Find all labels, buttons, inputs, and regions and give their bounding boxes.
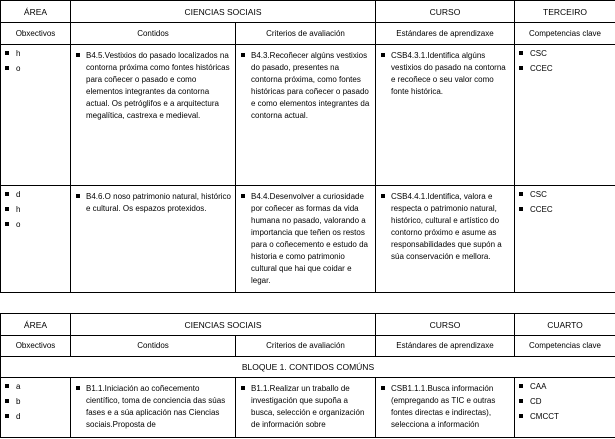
course-label: CURSO	[376, 314, 515, 336]
standards-text: CSB4.4.1.Identifica, valora e respecta o patrimonio natural, histórico, cultural e artístico do contorno próximo e asume as responsabilidades que supón a súa conservación e mellora.	[376, 186, 514, 263]
objective-item: o	[5, 63, 70, 75]
competence-item: CSC	[519, 189, 615, 201]
subject-title: CIENCIAS SOCIAIS	[71, 314, 376, 336]
objective-item: a	[5, 381, 70, 393]
standards-text: CSB4.3.1.Identifica algúns vestixios do pasado na contorna e recoñece o seu valor como fonte histórica.	[376, 45, 514, 98]
competence-item: CMCCT	[519, 411, 615, 423]
competences-cell	[515, 186, 615, 293]
competences-cell	[515, 378, 615, 438]
competence-item: CCEC	[519, 204, 615, 216]
criteria-cell	[236, 378, 376, 438]
criteria-cell	[236, 45, 376, 186]
content-text: B1.1.Iniciación ao coñecemento científico, toma de conciencia das súas fases e a súa aplicación nas Ciencias sociais.Proposta de	[71, 378, 235, 431]
objective-item: o	[5, 219, 70, 231]
criteria-text: B1.1.Realizar un traballo de investigación que supoña a busca, selección e organización de información sobre	[236, 378, 375, 431]
competence-item: CD	[519, 396, 615, 408]
objective-item: d	[5, 411, 70, 423]
column-header-contents: Contidos	[71, 336, 236, 357]
objectives-cell	[1, 45, 71, 186]
content-text: B4.5.Vestixios do pasado localizados na contorna próxima como fontes históricas para coñecer o pasado e como elementos integrantes da contorna actual. Os petróglifos e a arquitectura megalítica, castrexa e medieval.	[71, 45, 235, 122]
column-header-criteria: Criterios de avaliación	[236, 23, 376, 45]
curriculum-table-cuarto	[0, 313, 615, 438]
content-cell	[71, 378, 236, 438]
content-cell	[71, 186, 236, 293]
competences-cell	[515, 45, 615, 186]
objective-item: h	[5, 48, 70, 60]
standards-text: CSB1.1.1.Busca información (empregando as TIC e outras fontes directas e indirectas), selecciona a información	[376, 378, 514, 431]
objective-item: d	[5, 189, 70, 201]
objective-item: b	[5, 396, 70, 408]
column-header-criteria: Criterios de avaliación	[236, 336, 376, 357]
objectives-cell	[1, 186, 71, 293]
competence-item: CAA	[519, 381, 615, 393]
competence-item: CSC	[519, 48, 615, 60]
objective-item: h	[5, 204, 70, 216]
criteria-text: B4.3.Recoñecer algúns vestixios do pasado, presentes na contorna próxima, como fontes históricas para coñecer o pasado e como elementos integrantes da contorna actual.	[236, 45, 375, 122]
course-value: TERCEIRO	[515, 1, 615, 23]
criteria-cell	[236, 186, 376, 293]
criteria-text: B4.4.Desenvolver a curiosidade por coñecer as formas da vida humana no pasado, valorando a importancia que teñen os restos para o coñecemento e estudo da historia e como patrimonio cultural que hai que coidar e legar.	[236, 186, 375, 287]
column-header-contents: Contidos	[71, 23, 236, 45]
course-label: CURSO	[376, 1, 515, 23]
standards-cell	[376, 45, 515, 186]
column-header-standards: Estándares de aprendizaxe	[376, 336, 515, 357]
block-title: BLOQUE 1. CONTIDOS COMÚNS	[1, 357, 615, 378]
column-header-objectives: Obxectivos	[1, 23, 71, 45]
table-row	[1, 378, 615, 438]
competence-item: CCEC	[519, 63, 615, 75]
area-label: ÁREA	[1, 1, 71, 23]
column-header-competences: Competencias clave	[515, 336, 615, 357]
standards-cell	[376, 186, 515, 293]
standards-cell	[376, 378, 515, 438]
subject-title: CIENCIAS SOCIAIS	[71, 1, 376, 23]
objectives-cell	[1, 378, 71, 438]
column-header-competences: Competencias clave	[515, 23, 615, 45]
content-text: B4.6.O noso patrimonio natural, histórico e cultural. Os espazos protexidos.	[71, 186, 235, 215]
area-label: ÁREA	[1, 314, 71, 336]
column-header-standards: Estándares de aprendizaxe	[376, 23, 515, 45]
course-value: CUARTO	[515, 314, 615, 336]
column-header-objectives: Obxectivos	[1, 336, 71, 357]
content-cell	[71, 45, 236, 186]
table-row	[1, 45, 615, 186]
table-row	[1, 186, 615, 293]
